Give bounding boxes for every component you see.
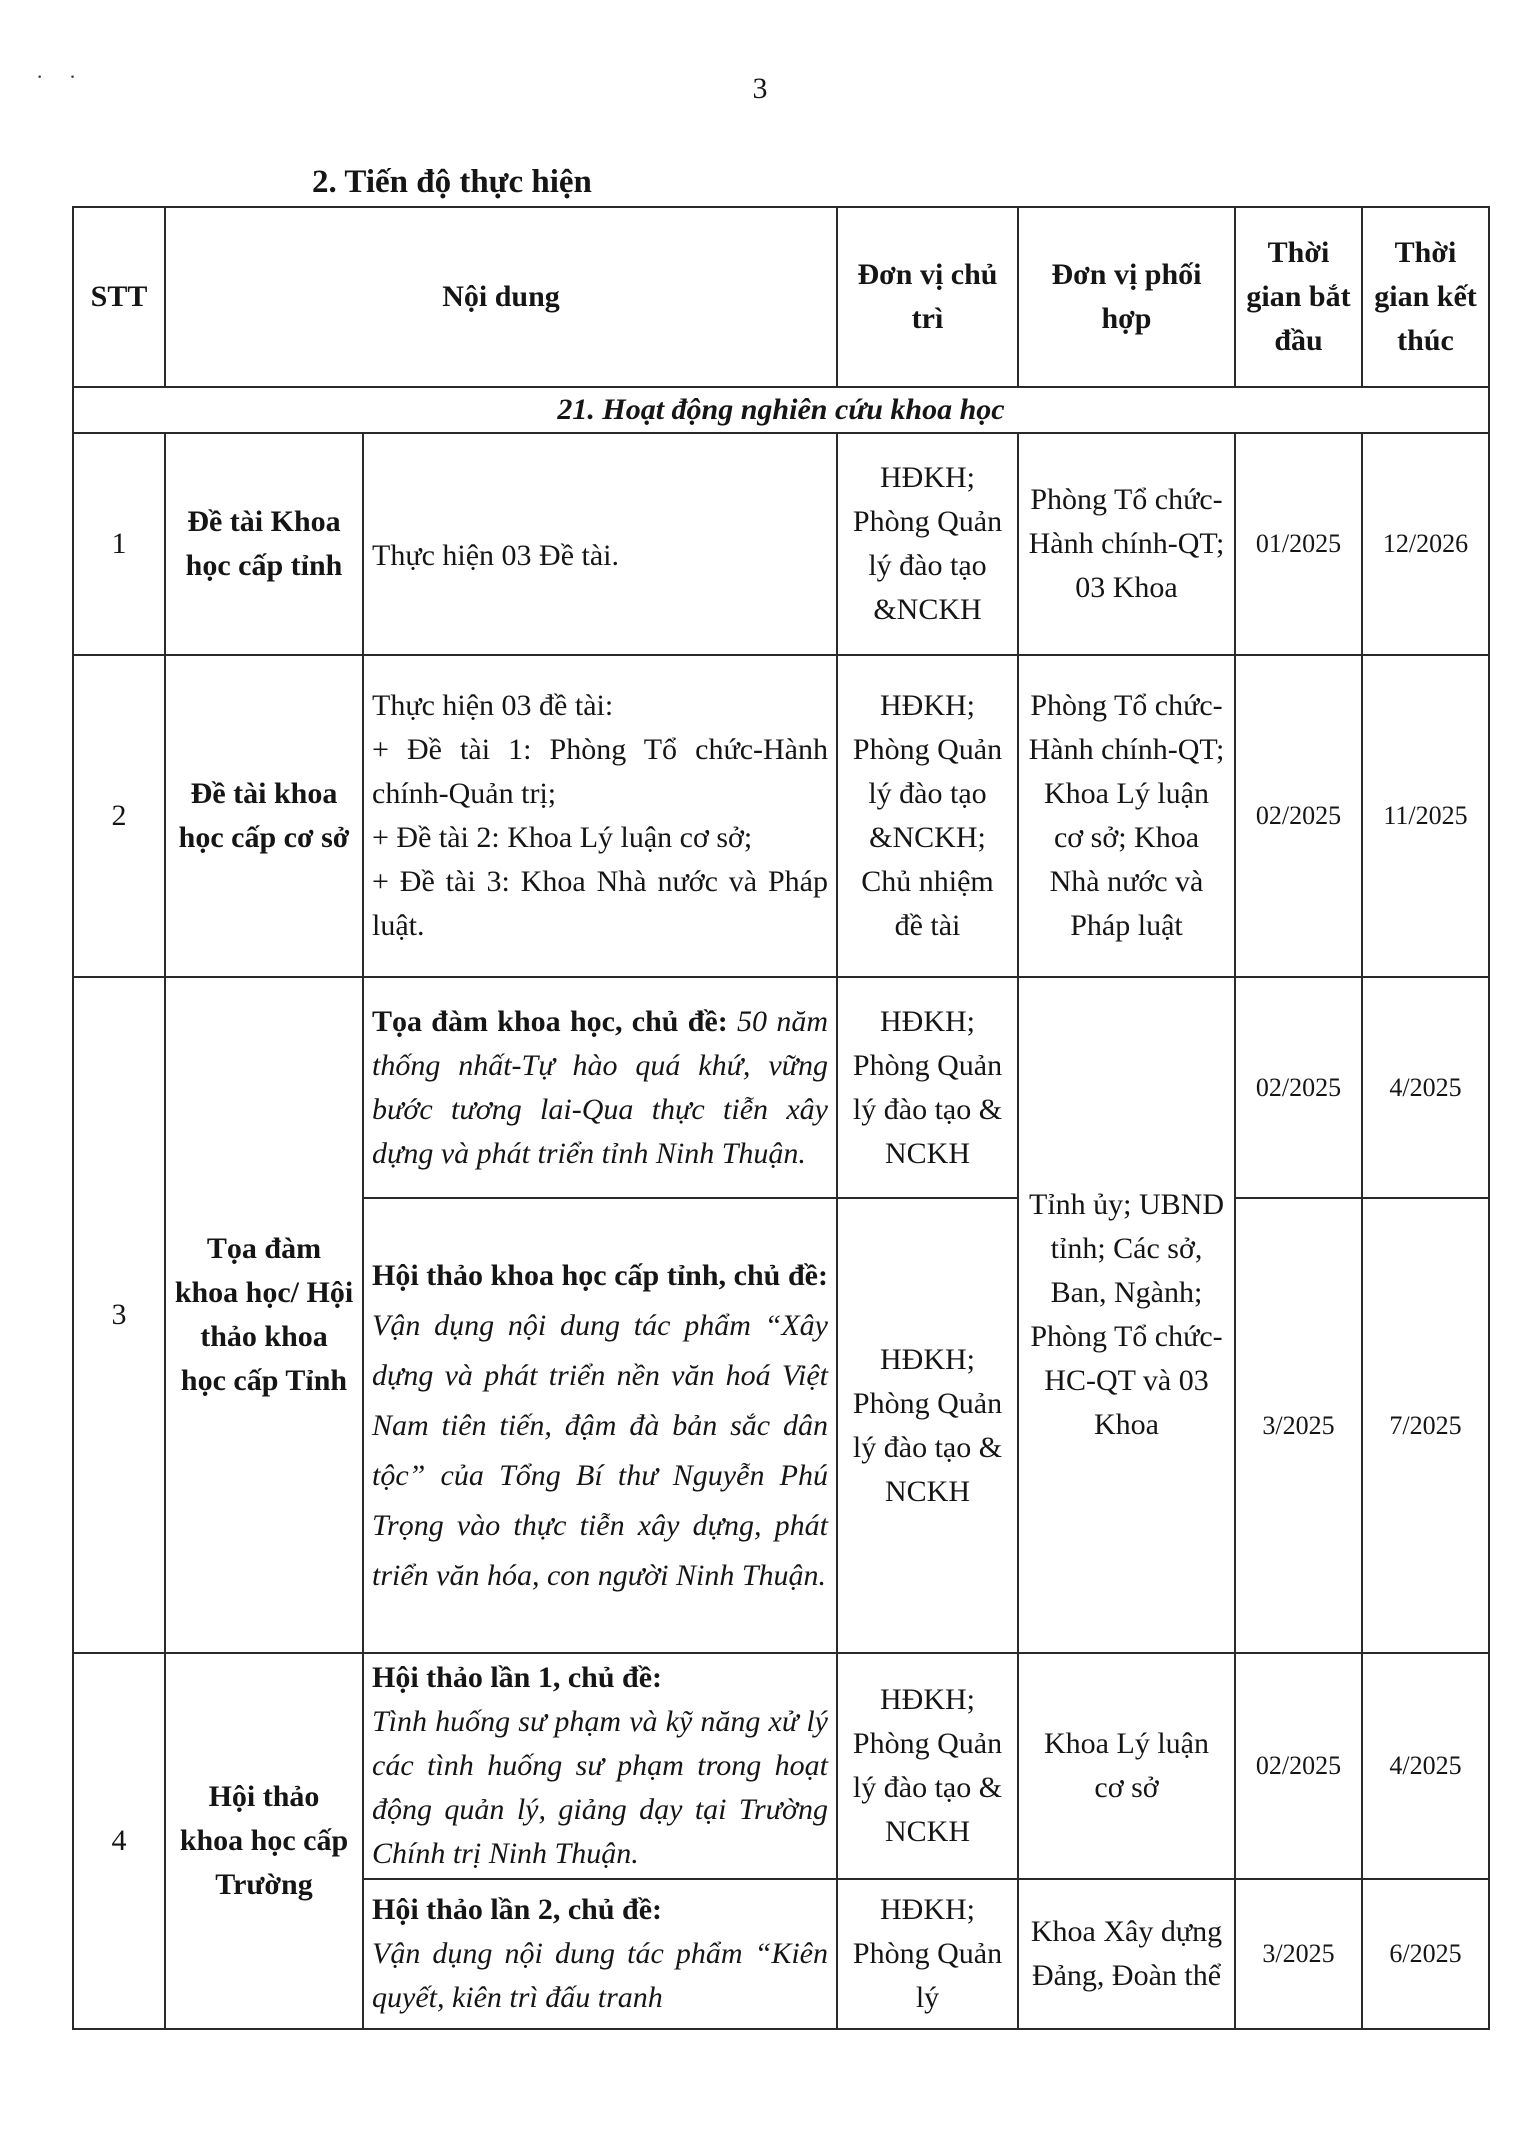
row-coop-unit: Phòng Tổ chức-Hành chính-QT; Khoa Lý luận cơ sở; Khoa Nhà nước và Pháp luật <box>1018 655 1235 977</box>
detail-line: + Đề tài 3: Khoa Nhà nước và Pháp luật. <box>372 865 828 942</box>
page-number: 3 <box>752 72 768 105</box>
row-name: Hội thảo khoa học cấp Trường <box>165 1653 363 2029</box>
detail-line: + Đề tài 1: Phòng Tổ chức-Hành chính-Quản trị; <box>372 733 828 810</box>
table-row <box>73 1653 1489 1879</box>
section-title: 2. Tiến độ thực hiện <box>312 164 592 200</box>
row-stt: 3 <box>73 977 165 1653</box>
row-lead-unit: HĐKH; Phòng Quản lý đào tạo & NCKH <box>837 1198 1018 1653</box>
row-start: 02/2025 <box>1235 1653 1362 1879</box>
header-row <box>73 207 1489 387</box>
row-detail <box>363 1879 837 2029</box>
topic-text: Vận dụng nội dung tác phẩm “Xây dựng và phát triển nền văn hoá Việt Nam tiên tiến, đậm đà bản sắc dân tộc” của Tổng Bí thư Nguyễn Phú Trọng vào thực tiễn xây dựng, phát triển văn hóa, con người Ninh Thuận. <box>372 1308 828 1592</box>
row-end: 12/2026 <box>1362 433 1489 655</box>
row-detail <box>363 1653 837 1879</box>
topic-lead: Hội thảo khoa học cấp tỉnh, chủ đề: <box>372 1258 828 1292</box>
row-end: 6/2025 <box>1362 1879 1489 2029</box>
row-start: 3/2025 <box>1235 1879 1362 2029</box>
topic-lead: Hội thảo lần 1, chủ đề: <box>372 1661 663 1694</box>
header-end-time: Thời gian kết thúc <box>1362 207 1489 387</box>
header-stt: STT <box>73 207 165 387</box>
topic-lead: Tọa đàm khoa học, chủ đề: <box>372 1004 728 1038</box>
header-coop-unit: Đơn vị phối hợp <box>1018 207 1235 387</box>
group-title: 21. Hoạt động nghiên cứu khoa học <box>73 387 1489 433</box>
header-content: Nội dung <box>165 207 837 387</box>
schedule-table <box>72 206 1490 2030</box>
row-name: Đề tài khoa học cấp cơ sở <box>165 655 363 977</box>
topic-text: Tình huống sư phạm và kỹ năng xử lý các tình huống sư phạm trong hoạt động quản lý, giảng dạy tại Trường Chính trị Ninh Thuận. <box>372 1705 828 1870</box>
row-name: Tọa đàm khoa học/ Hội thảo khoa học cấp Tỉnh <box>165 977 363 1653</box>
topic-text: 50 năm thống nhất-Tự hào quá khứ, vững bước tương lai-Qua thực tiễn xây dựng và phát triển tỉnh Ninh Thuận. <box>372 1004 829 1170</box>
row-end: 4/2025 <box>1362 977 1489 1198</box>
table-row <box>73 433 1489 655</box>
row-detail <box>363 977 837 1198</box>
row-stt: 2 <box>73 655 165 977</box>
row-end: 4/2025 <box>1362 1653 1489 1879</box>
row-start: 02/2025 <box>1235 655 1362 977</box>
row-stt: 1 <box>73 433 165 655</box>
row-start: 3/2025 <box>1235 1198 1362 1653</box>
header-start-time: Thời gian bắt đầu <box>1235 207 1362 387</box>
detail-line: Thực hiện 03 đề tài: <box>372 689 614 722</box>
header-lead-unit: Đơn vị chủ trì <box>837 207 1018 387</box>
row-coop-unit: Phòng Tổ chức-Hành chính-QT; 03 Khoa <box>1018 433 1235 655</box>
table-row <box>73 655 1489 977</box>
group-row <box>73 387 1489 433</box>
row-detail: Thực hiện 03 Đề tài. <box>363 433 837 655</box>
row-stt: 4 <box>73 1653 165 2029</box>
scan-specks: · · <box>36 64 87 89</box>
row-end: 11/2025 <box>1362 655 1489 977</box>
row-lead-unit: HĐKH; Phòng Quản lý đào tạo &NCKH <box>837 433 1018 655</box>
row-lead-unit: HĐKH; Phòng Quản lý đào tạo &NCKH; Chủ nhiệm đề tài <box>837 655 1018 977</box>
row-start: 01/2025 <box>1235 433 1362 655</box>
row-coop-unit: Khoa Xây dựng Đảng, Đoàn thể <box>1018 1879 1235 2029</box>
row-coop-unit: Tỉnh ủy; UBND tỉnh; Các sở, Ban, Ngành; Phòng Tổ chức-HC-QT và 03 Khoa <box>1018 977 1235 1653</box>
topic-text: Vận dụng nội dung tác phẩm “Kiên quyết, kiên trì đấu tranh <box>372 1937 828 2014</box>
row-detail <box>363 1198 837 1653</box>
row-lead-unit: HĐKH; Phòng Quản lý đào tạo & NCKH <box>837 977 1018 1198</box>
table-row <box>73 977 1489 1198</box>
row-end: 7/2025 <box>1362 1198 1489 1653</box>
row-coop-unit: Khoa Lý luận cơ sở <box>1018 1653 1235 1879</box>
row-name: Đề tài Khoa học cấp tỉnh <box>165 433 363 655</box>
detail-line: + Đề tài 2: Khoa Lý luận cơ sở; <box>372 821 753 854</box>
row-start: 02/2025 <box>1235 977 1362 1198</box>
row-lead-unit: HĐKH; Phòng Quản lý <box>837 1879 1018 2029</box>
row-detail <box>363 655 837 977</box>
topic-lead: Hội thảo lần 2, chủ đề: <box>372 1893 663 1926</box>
row-lead-unit: HĐKH; Phòng Quản lý đào tạo & NCKH <box>837 1653 1018 1879</box>
